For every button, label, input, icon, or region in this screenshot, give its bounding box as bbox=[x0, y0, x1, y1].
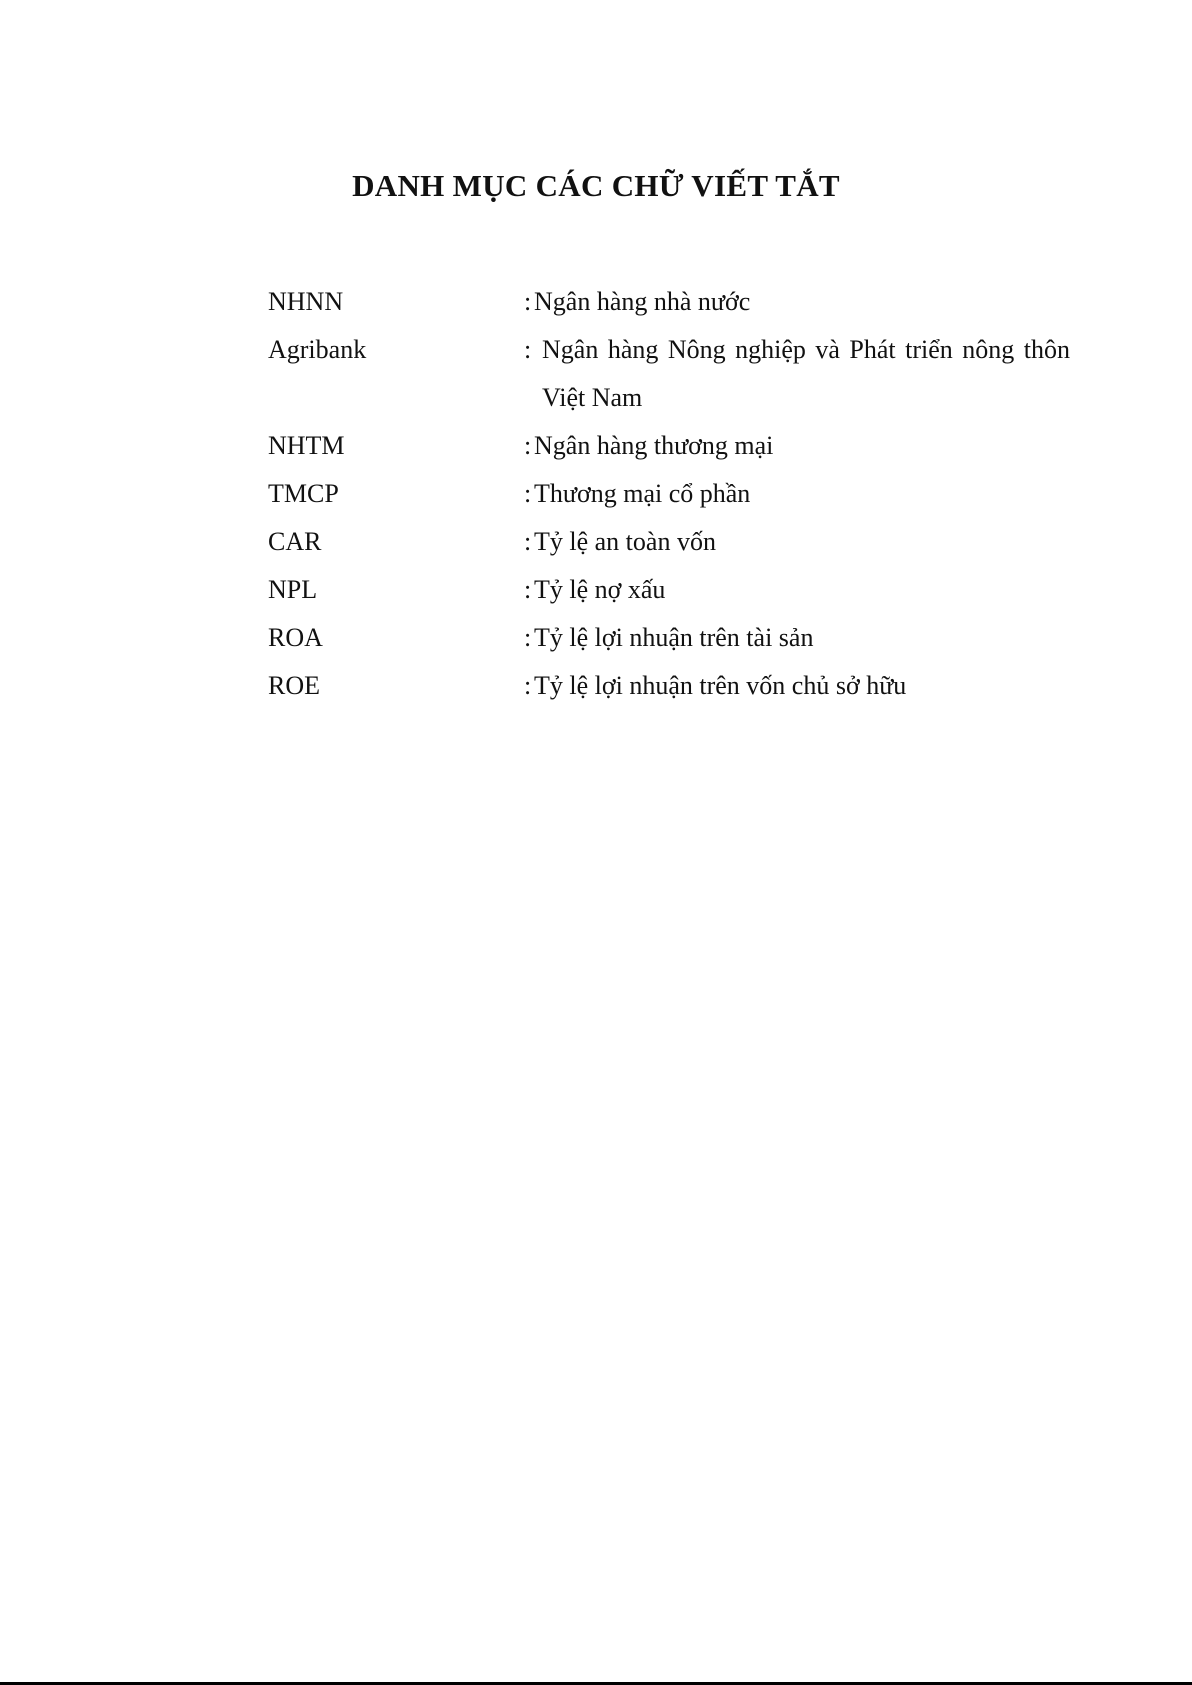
abbreviation-definition-text: Tỷ lệ lợi nhuận trên vốn chủ sở hữu bbox=[534, 671, 907, 700]
abbreviation-colon: : bbox=[524, 335, 532, 364]
abbreviation-term: ROA bbox=[268, 623, 323, 652]
abbreviation-definition-text: Tỷ lệ nợ xấu bbox=[534, 575, 666, 604]
abbreviation-row-npl bbox=[268, 566, 1070, 614]
abbreviation-definition-text: Tỷ lệ an toàn vốn bbox=[534, 527, 716, 556]
abbreviation-term: ROE bbox=[268, 671, 320, 700]
abbreviation-definition bbox=[524, 518, 1070, 566]
abbreviation-definition bbox=[524, 470, 1070, 518]
abbreviation-definition bbox=[524, 422, 1070, 470]
abbreviation-colon: : bbox=[524, 287, 532, 316]
abbreviation-definition-text: Ngân hàng thương mại bbox=[534, 431, 774, 460]
abbreviation-definition-text: Thương mại cổ phần bbox=[534, 479, 751, 508]
abbreviation-definition-text: Tỷ lệ lợi nhuận trên tài sản bbox=[534, 623, 814, 652]
abbreviation-definition bbox=[524, 278, 1070, 326]
abbreviation-colon: : bbox=[524, 431, 532, 460]
abbreviation-row-tmcp bbox=[268, 470, 1070, 518]
abbreviation-definition-text: Ngân hàng Nông nghiệp và Phát triển nông thôn Việt Nam bbox=[542, 335, 1070, 412]
abbreviation-term: NHNN bbox=[268, 287, 344, 316]
abbreviation-definition bbox=[524, 326, 1070, 422]
abbreviation-definition-text: Ngân hàng nhà nước bbox=[534, 287, 751, 316]
abbreviation-row-roe bbox=[268, 662, 1070, 710]
abbreviation-term: NPL bbox=[268, 575, 318, 604]
abbreviation-row-nhnn bbox=[268, 278, 1070, 326]
abbreviation-row-car bbox=[268, 518, 1070, 566]
abbreviation-term: NHTM bbox=[268, 431, 345, 460]
abbreviation-term: CAR bbox=[268, 527, 322, 556]
abbreviation-colon: : bbox=[524, 575, 532, 604]
abbreviation-row-agribank bbox=[268, 326, 1070, 422]
abbreviation-definition bbox=[524, 566, 1070, 614]
abbreviation-term: Agribank bbox=[268, 335, 367, 364]
abbreviation-colon: : bbox=[524, 479, 532, 508]
abbreviation-colon: : bbox=[524, 623, 532, 652]
abbreviation-definition bbox=[524, 662, 1070, 710]
abbreviation-colon: : bbox=[524, 671, 532, 700]
abbreviation-colon: : bbox=[524, 527, 532, 556]
abbreviation-row-roa bbox=[268, 614, 1070, 662]
abbreviation-term: TMCP bbox=[268, 479, 339, 508]
abbreviation-definition bbox=[524, 614, 1070, 662]
page-title: DANH MỤC CÁC CHỮ VIẾT TẮT bbox=[352, 168, 840, 203]
abbreviation-list bbox=[268, 278, 1070, 710]
abbreviation-row-nhtm bbox=[268, 422, 1070, 470]
